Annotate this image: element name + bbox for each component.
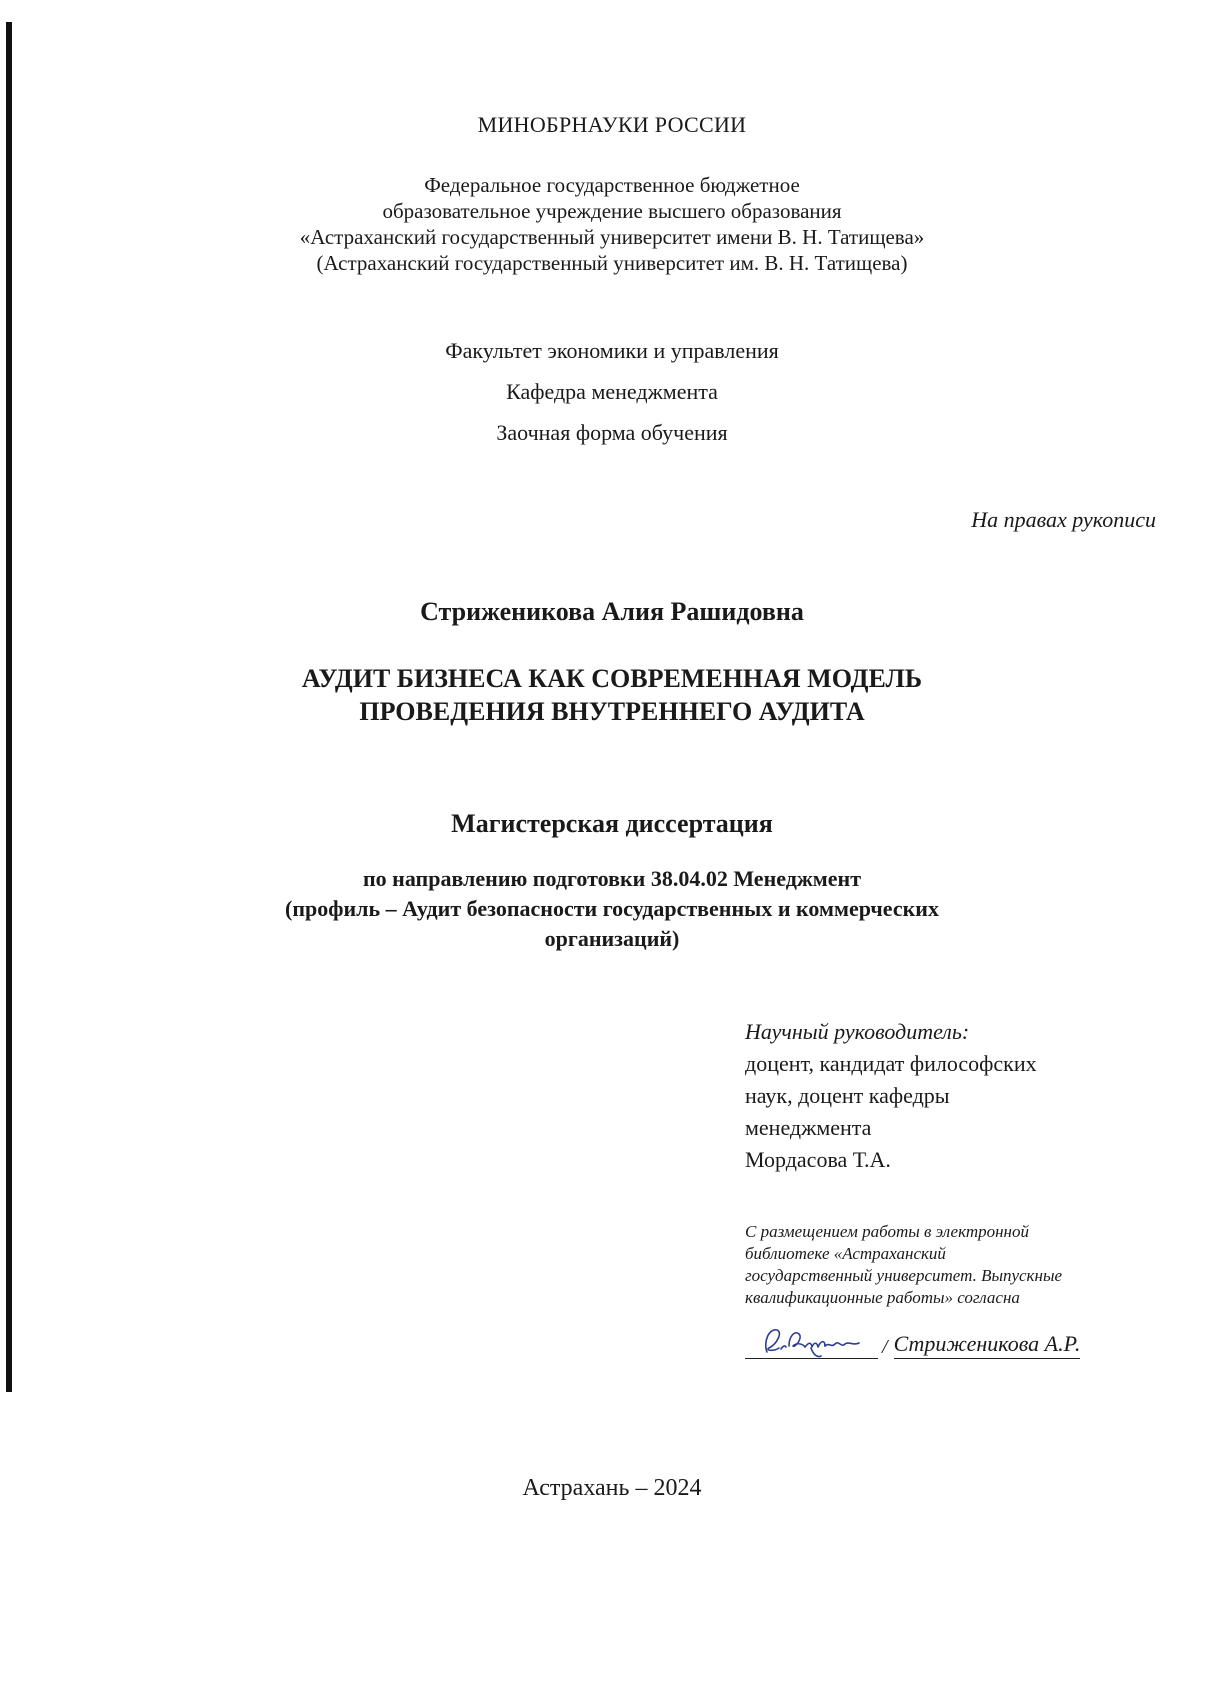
- direction-line: организаций): [544, 926, 680, 951]
- university-line: Федеральное государственное бюджетное: [424, 173, 800, 197]
- supervisor-line: менеджмента: [745, 1115, 872, 1140]
- supervisor-role: Научный руководитель:: [745, 1019, 970, 1044]
- title-line: АУДИТ БИЗНЕСА КАК СОВРЕМЕННАЯ МОДЕЛЬ: [301, 664, 923, 693]
- signature-row: [745, 1320, 1080, 1359]
- signer-name: Стриженикова А.Р.: [894, 1331, 1081, 1359]
- ministry-heading: МИНОБРНАУКИ РОССИИ: [477, 112, 747, 137]
- title-line: ПРОВЕДЕНИЯ ВНУТРЕННЕГО АУДИТА: [359, 697, 865, 726]
- library-consent: [745, 1221, 1185, 1309]
- manuscript-note: На правах рукописи: [971, 507, 1156, 532]
- faculty-name: Факультет экономики и управления: [445, 338, 779, 363]
- signature-separator: /: [882, 1336, 888, 1358]
- author-name: Стриженикова Алия Рашидовна: [420, 597, 804, 626]
- supervisor-line: наук, доцент кафедры: [745, 1083, 950, 1108]
- direction-block: [0, 864, 1224, 954]
- supervisor-block: [745, 1016, 1037, 1176]
- supervisor-name: Мордасова Т.А.: [745, 1147, 891, 1172]
- handwritten-signature: [759, 1322, 869, 1362]
- work-type: Магистерская диссертация: [451, 809, 773, 838]
- consent-line: библиотеке «Астраханский: [745, 1244, 946, 1263]
- study-form: Заочная форма обучения: [496, 420, 728, 445]
- direction-line: (профиль – Аудит безопасности государственных и коммерческих: [285, 896, 939, 921]
- consent-line: государственный университет. Выпускные: [745, 1266, 1062, 1285]
- university-line: образовательное учреждение высшего образования: [382, 199, 842, 223]
- signature-line: [745, 1320, 878, 1359]
- department-block: [0, 330, 1224, 453]
- university-line: «Астраханский государственный университет имени В. Н. Татищева»: [299, 225, 925, 249]
- consent-line: квалификационные работы» согласна: [745, 1288, 1020, 1307]
- direction-line: по направлению подготовки 38.04.02 Менеджмент: [362, 866, 862, 891]
- city-year: Астрахань – 2024: [522, 1475, 702, 1501]
- consent-line: С размещением работы в электронной: [745, 1222, 1029, 1241]
- supervisor-line: доцент, кандидат философских: [745, 1051, 1037, 1076]
- chair-name: Кафедра менеджмента: [506, 379, 718, 404]
- thesis-title: [0, 662, 1224, 728]
- university-block: [0, 172, 1224, 276]
- university-line: (Астраханский государственный университет им. В. Н. Татищева): [316, 251, 908, 275]
